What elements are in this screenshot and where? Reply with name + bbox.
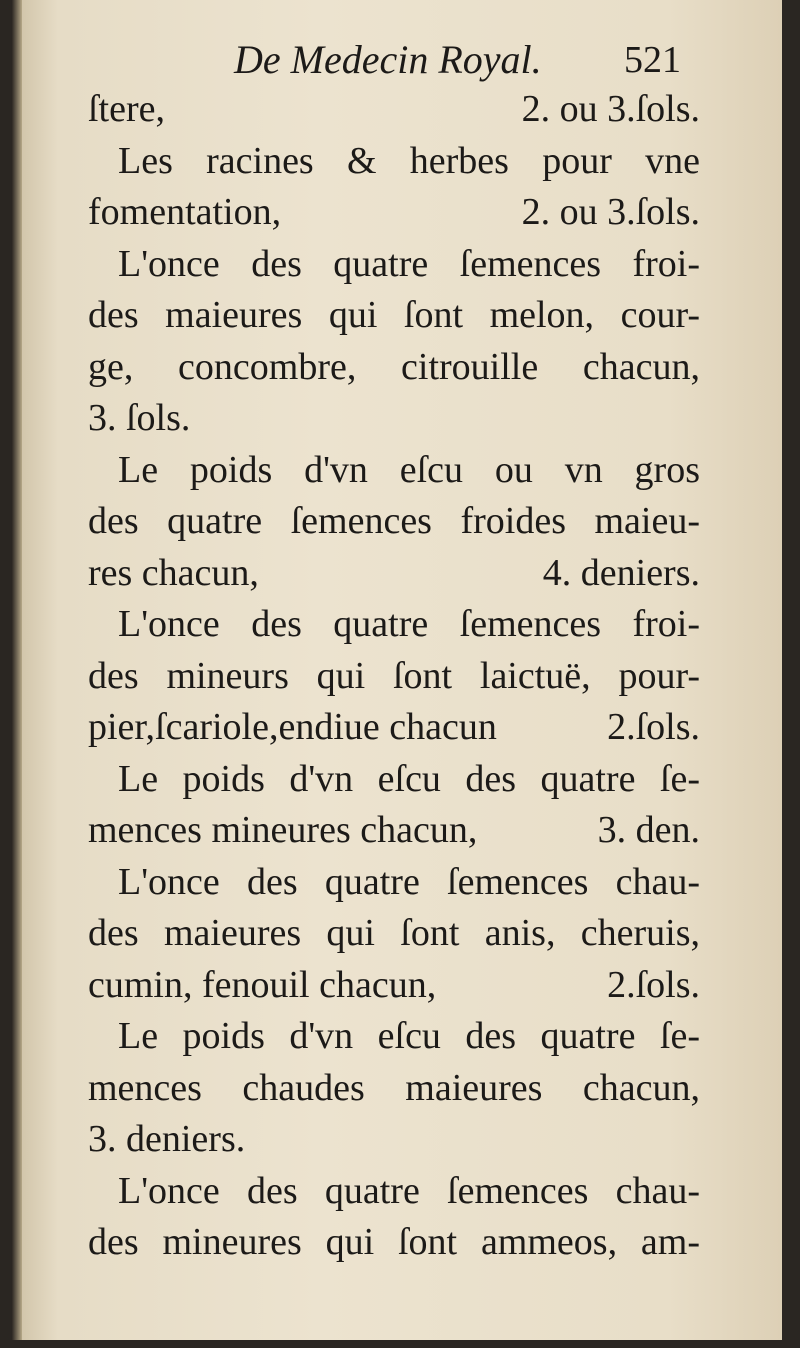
book-page [12,0,782,1340]
line-text: fomentation, [88,191,282,233]
text-line [88,187,700,239]
text-line [88,1166,700,1218]
line-text: des quatre ſemences froides maieu- [88,500,700,542]
text-line [88,496,700,548]
text-line [88,1063,700,1115]
text-line [88,908,700,960]
text-line [88,651,700,703]
line-text: des mineures qui ſont ammeos, am- [88,1221,700,1263]
line-price: 3. den. [597,809,700,851]
line-text: des mineurs qui ſont laictuë, pour- [88,654,700,697]
text-line [88,290,700,342]
line-text: des maieures qui ſont melon, cour- [88,294,700,336]
line-text: pier,ſcariole,endiue chacun [88,706,497,748]
text-line [88,84,700,136]
text-line [88,239,700,291]
line-text: mences chaudes maieures chacun, [88,1066,700,1109]
line-text: res chacun, [88,551,259,594]
page-number: 521 [624,39,681,81]
text-line [88,857,700,909]
line-text: 3. deniers. [88,1118,246,1160]
text-line [88,548,700,600]
line-text: L'once des quatre ſemences chau- [118,1169,700,1212]
text-line [88,1114,700,1166]
text-line [88,342,700,394]
line-price: 2.ſols. [607,706,700,748]
line-text: L'once des quatre ſemences chau- [118,860,700,903]
line-text: L'once des quatre ſemences froi- [118,242,700,285]
line-text: 3. ſols. [88,397,191,439]
line-text: Le poids d'vn eſcu des quatre ſe- [118,1015,700,1057]
line-text: Le poids d'vn eſcu ou vn gros [118,448,700,491]
text-line [88,1217,700,1269]
text-line [88,754,700,806]
line-text: Les racines & herbes pour vne [118,139,700,182]
line-text: ſtere, [88,88,166,130]
page-header [12,30,782,90]
line-price: 2. ou 3.ſols. [521,191,700,233]
line-text: L'once des quatre ſemences froi- [118,603,700,645]
running-title: De Medecin Royal. [234,37,542,82]
text-line [88,960,700,1012]
line-text: ge, concombre, citrouille chacun, [88,345,700,388]
line-price: 2. ou 3.ſols. [521,88,700,130]
text-line [88,599,700,651]
line-text: cumin, fenouil chacun, [88,963,437,1006]
body-text [88,84,700,1269]
text-line [88,1011,700,1063]
text-line [88,136,700,188]
line-text: mences mineures chacun, [88,809,478,851]
text-line [88,393,700,445]
text-line [88,702,700,754]
line-price: 2.ſols. [607,963,700,1006]
line-price: 4. deniers. [542,551,700,594]
line-text: Le poids d'vn eſcu des quatre ſe- [118,757,700,800]
text-line [88,805,700,857]
text-line [88,445,700,497]
line-text: des maieures qui ſont anis, cheruis, [88,912,700,954]
